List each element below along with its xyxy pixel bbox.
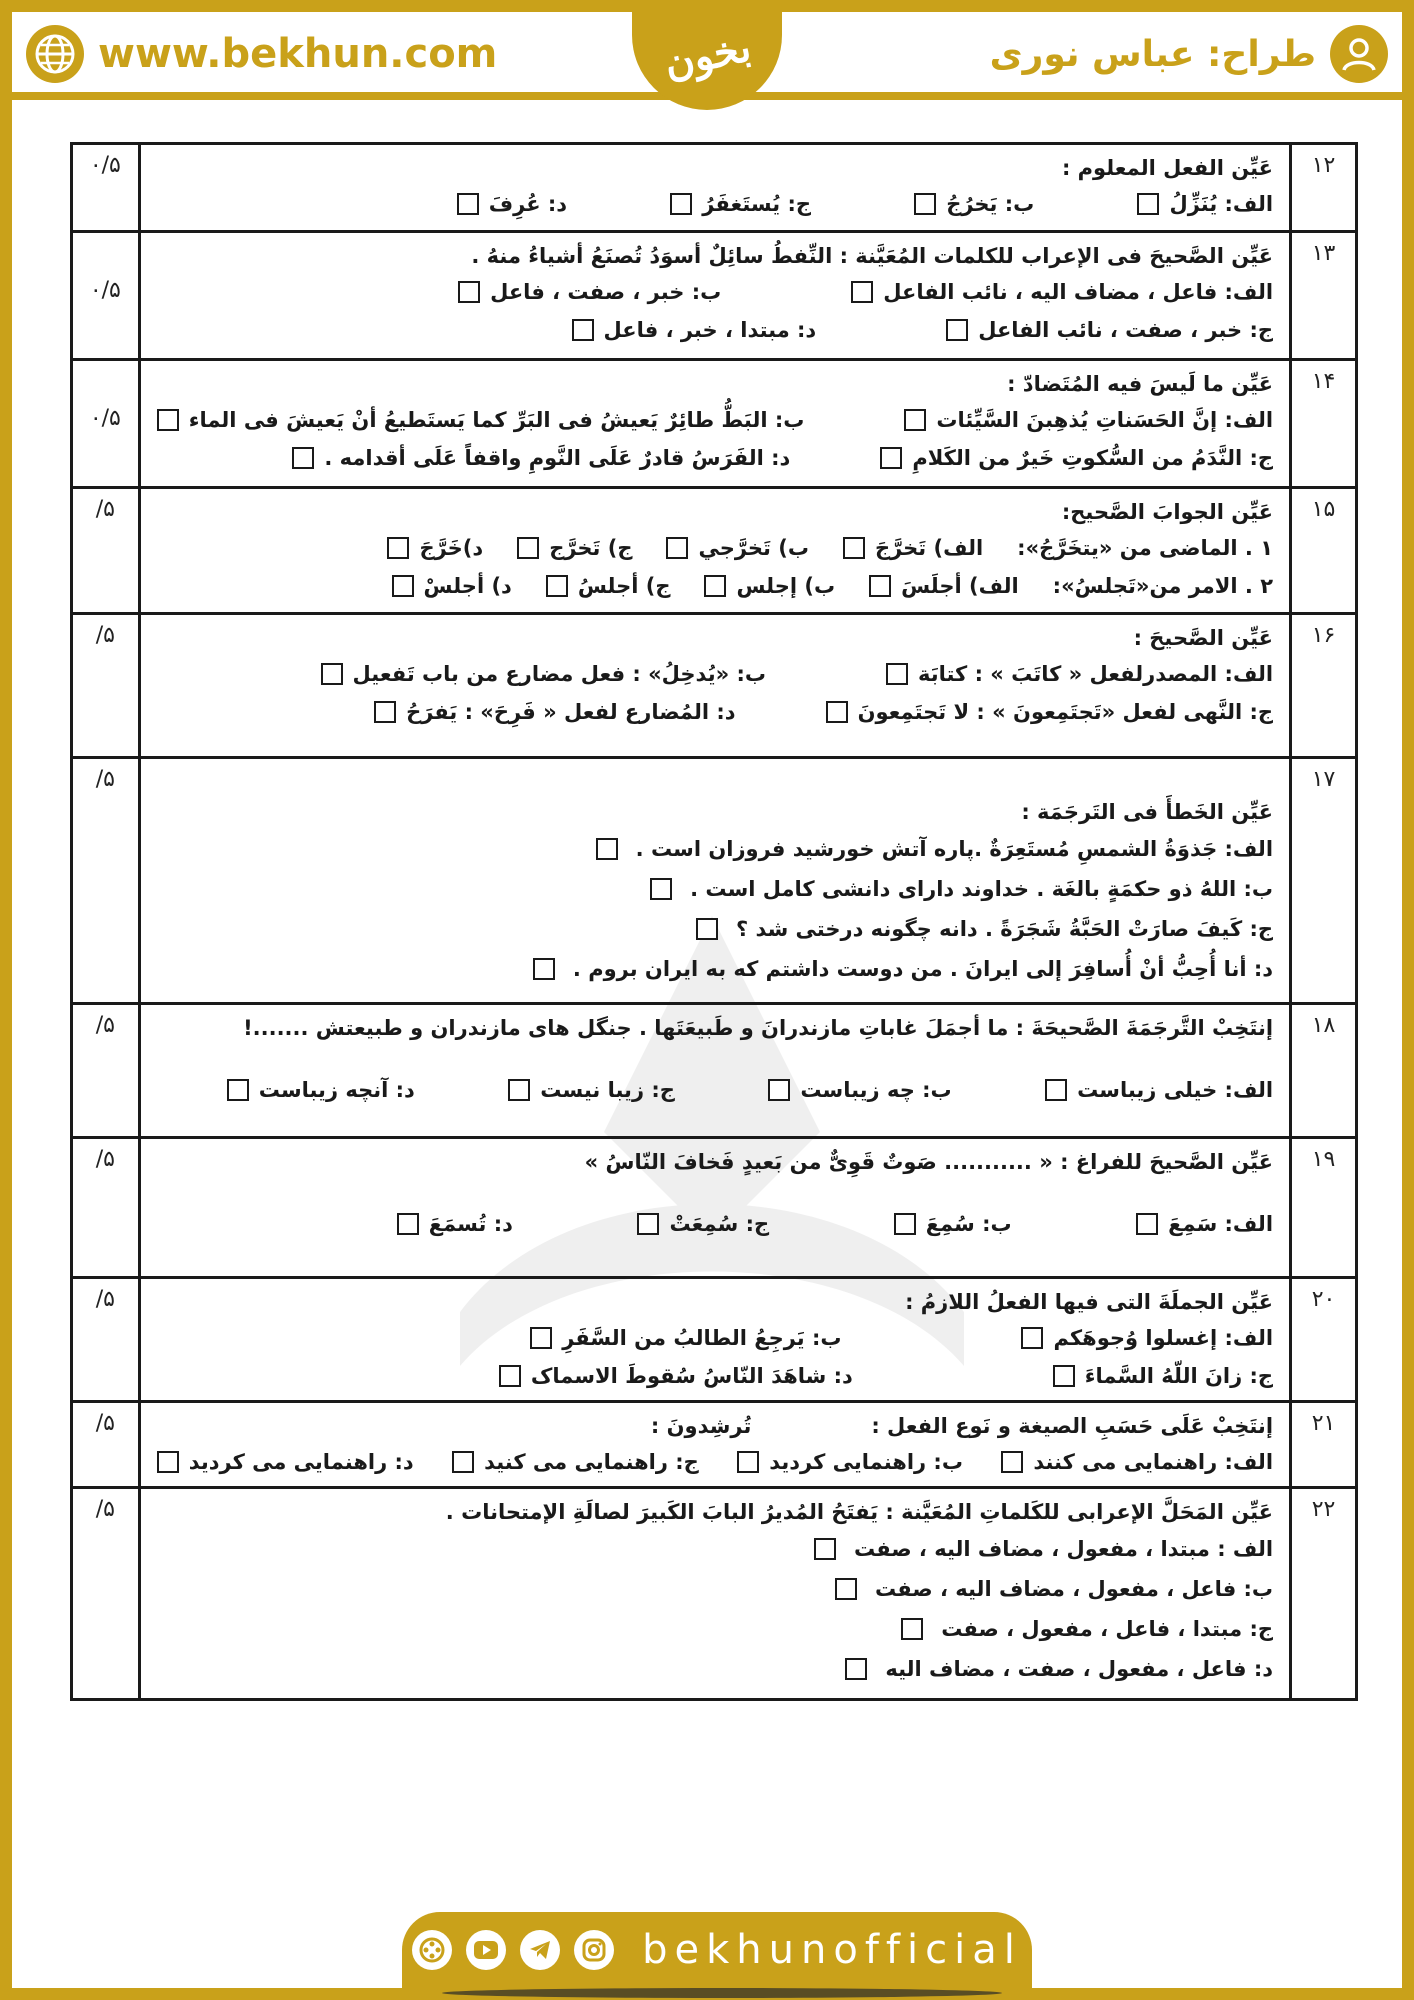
options xyxy=(157,1443,1273,1481)
option: الف: خیلی زیباست xyxy=(1045,1071,1273,1109)
question-row xyxy=(72,758,1357,1004)
question-content xyxy=(139,144,1290,232)
question-number: ۱۳ xyxy=(1291,232,1357,360)
instagram-icon[interactable] xyxy=(574,1930,614,1970)
option: ب) إجلس xyxy=(704,567,835,605)
question-row xyxy=(72,1278,1357,1402)
option: ج: راهنمایی می کنید xyxy=(452,1443,699,1481)
question-score: /۵ xyxy=(72,1402,140,1488)
option: ج: زانَ اللّهُ السَّماءَ xyxy=(1053,1357,1273,1395)
checkbox[interactable] xyxy=(457,193,479,215)
website-link[interactable] xyxy=(26,24,497,84)
option: ب: یَخرُجُ xyxy=(914,185,1034,223)
question-row xyxy=(72,488,1357,614)
question-row xyxy=(72,1488,1357,1700)
option: د: مبتدا ، خبر ، فاعل xyxy=(572,311,817,349)
checkbox[interactable] xyxy=(814,1538,836,1560)
checkbox[interactable] xyxy=(845,1658,867,1680)
globe-icon xyxy=(26,25,84,83)
question-score: /۵ xyxy=(72,488,140,614)
option: الف: إغسلوا وُجوهَکم xyxy=(1021,1319,1273,1357)
option: د: عُرِفَ xyxy=(457,185,567,223)
youtube-icon[interactable] xyxy=(466,1930,506,1970)
questions-table xyxy=(70,142,1358,1701)
option: ب: اللهُ ذو حکمَةٍ بالغَة . خداوند دارای دانشی کامل است . xyxy=(157,869,1273,909)
options xyxy=(157,311,1273,349)
checkbox[interactable] xyxy=(843,537,865,559)
question-score: /۵ xyxy=(72,1488,140,1700)
question-text: عَیِّن ما لَیسَ فیه المُتَضادّ : xyxy=(1007,372,1274,396)
question-text: عَیِّن الصَّحیحَ للفراغ : « ........... صَوتٌ قَوِیٌّ من بَعیدٍ فَخافَ النّاسُ » xyxy=(584,1150,1274,1174)
checkbox[interactable] xyxy=(880,447,902,469)
question-text: عَیِّن الصَّحیحَ فی الإعراب للکلمات المُعَیَّنة : النِّفطُ سائِلٌ أسوَدُ تُصنَعُ أشیاءُ منهُ . xyxy=(471,244,1274,268)
checkbox[interactable] xyxy=(596,838,618,860)
checkbox[interactable] xyxy=(1021,1327,1043,1349)
question-content xyxy=(139,614,1290,758)
checkbox[interactable] xyxy=(458,281,480,303)
option: ب: یَرجِعُ الطالبُ من السَّفَرِ xyxy=(530,1319,841,1357)
checkbox[interactable] xyxy=(894,1213,916,1235)
checkbox[interactable] xyxy=(227,1079,249,1101)
options xyxy=(157,1357,1273,1395)
option: د: شاهَدَ النّاسُ سُقوطَ الاسماک xyxy=(499,1357,853,1395)
checkbox[interactable] xyxy=(869,575,891,597)
option: ب: سُمِعَ xyxy=(894,1205,1012,1243)
question-content xyxy=(139,1138,1290,1278)
question-score: ۰/۵ xyxy=(72,360,140,488)
option: ب: فاعل ، مفعول ، مضاف الیه ، صفت xyxy=(157,1569,1273,1609)
option: ج: خبر ، صفت ، نائب الفاعل xyxy=(946,311,1273,349)
designer-name: طراح: عباس نوری xyxy=(989,33,1316,75)
options xyxy=(157,655,1273,693)
question-text: عَیِّن الجوابَ الصَّحیح: xyxy=(1061,500,1274,524)
question-content xyxy=(139,488,1290,614)
option: ج: یُستَغفَرُ xyxy=(670,185,811,223)
question-number: ۱۵ xyxy=(1291,488,1357,614)
logo xyxy=(632,0,782,110)
option: ب: «یُدخِلُ» : فعل مضارع من باب تَفعیل xyxy=(321,655,766,693)
options xyxy=(157,185,1273,223)
question-number: ۲۲ xyxy=(1291,1488,1357,1700)
designer-credit xyxy=(990,24,1388,84)
question-number: ۲۱ xyxy=(1291,1402,1357,1488)
checkbox[interactable] xyxy=(374,701,396,723)
film-icon[interactable] xyxy=(412,1930,452,1970)
question-score: /۵ xyxy=(72,614,140,758)
option: د)خَرَّجَ xyxy=(387,529,483,567)
option: الف: سَمِعَ xyxy=(1136,1205,1273,1243)
checkbox[interactable] xyxy=(517,537,539,559)
question-row xyxy=(72,360,1357,488)
question-score: ۰/۵ xyxy=(72,232,140,360)
question-text: عَیِّن الصَّحیحَ : xyxy=(1133,626,1274,650)
option: ج: کَیفَ صارَتْ الحَبَّةُ شَجَرَةً . دانه چگونه درختی شد ؟ xyxy=(157,909,1273,949)
option: د: الفَرَسُ قادرٌ عَلَی النَّومِ واقفاً عَلَی أقدامه . xyxy=(292,439,790,477)
exam-page xyxy=(12,12,1402,1988)
checkbox[interactable] xyxy=(666,537,688,559)
checkbox[interactable] xyxy=(826,701,848,723)
question-score: /۵ xyxy=(72,758,140,1004)
option: د: المُضارع لفعل « فَرِحَ» : یَفرَحُ xyxy=(374,693,736,731)
option: الف) أجلَسَ xyxy=(869,567,1019,605)
option: ج) تَخرَّج xyxy=(517,529,632,567)
question-number: ۱۲ xyxy=(1291,144,1357,232)
option: الف: إنَّ الحَسَناتِ یُذهِبنَ السَّیِّئات xyxy=(904,401,1273,439)
question-number: ۱۸ xyxy=(1291,1004,1357,1138)
question-row xyxy=(72,144,1357,232)
checkbox[interactable] xyxy=(914,193,936,215)
checkbox[interactable] xyxy=(1137,193,1159,215)
question-row xyxy=(72,1402,1357,1488)
checkbox[interactable] xyxy=(670,193,692,215)
checkbox[interactable] xyxy=(768,1079,790,1101)
checkbox[interactable] xyxy=(1053,1365,1075,1387)
header xyxy=(12,12,1402,100)
checkbox[interactable] xyxy=(321,663,343,685)
option: د: أنا أُحِبُّ أنْ أُسافِرَ إلی ایرانَ . من دوست داشتم که به ایران بروم . xyxy=(157,949,1273,989)
question-text: عَیِّن الخَطأَ فی التَرجَمَة : xyxy=(1021,800,1274,824)
option: الف : مبتدا ، مفعول ، مضاف الیه ، صفت xyxy=(157,1529,1273,1569)
option: ب: راهنمایی کردید xyxy=(737,1443,963,1481)
option: الف: المصدرلفعل « کاتَبَ » : کتابَة xyxy=(886,655,1273,693)
question-content xyxy=(139,360,1290,488)
option: ج: سُمِعَتْ xyxy=(637,1205,769,1243)
question-row xyxy=(72,232,1357,360)
checkbox[interactable] xyxy=(392,575,414,597)
checkbox[interactable] xyxy=(499,1365,521,1387)
question-row xyxy=(72,1004,1357,1138)
question-score: /۵ xyxy=(72,1278,140,1402)
option: ج: النَّدَمُ من السُّکوتِ خَیرٌ من الکَلامِ xyxy=(880,439,1273,477)
footer-shadow xyxy=(442,1988,1002,1998)
option: د: فاعل ، مفعول ، صفت ، مضاف الیه xyxy=(157,1649,1273,1689)
question-row xyxy=(72,1138,1357,1278)
checkbox[interactable] xyxy=(292,447,314,469)
options xyxy=(157,439,1273,477)
option: د: راهنمایی می کردید xyxy=(157,1443,414,1481)
checkbox[interactable] xyxy=(157,409,179,431)
question-score: ۰/۵ xyxy=(72,144,140,232)
checkbox[interactable] xyxy=(637,1213,659,1235)
question-content xyxy=(139,758,1290,1004)
checkbox[interactable] xyxy=(1136,1213,1158,1235)
checkbox[interactable] xyxy=(901,1618,923,1640)
question-text: عَیِّن المَحَلَّ الإعرابی للکَلماتِ المُعَیَّنة : یَفتَحُ المُدیرُ البابَ الکَبیرَ لصالَةِ الإمتحانات . xyxy=(445,1500,1274,1524)
option: ب: البَطُّ طائِرٌ یَعیشُ فی البَرِّ کما یَستَطیعُ أنْ یَعیشَ فی الماء xyxy=(157,401,805,439)
option: ج: مبتدا ، فاعل ، مفعول ، صفت xyxy=(157,1609,1273,1649)
question-text: إنتَخِبْ التَّرجَمَةَ الصَّحیحَةَ : ما أجمَلَ غاباتِ مازندرانَ و طَبیعَتَها . جنگل های مازندران و طبیعتش .......! xyxy=(243,1016,1274,1040)
option: الف: یُنَزِّلُ xyxy=(1137,185,1273,223)
option: ج: النَّهی لفعل «تَجتَمِعونَ » : لا تَجتَمِعونَ xyxy=(826,693,1273,731)
checkbox[interactable] xyxy=(546,575,568,597)
logo-text: بخون xyxy=(659,22,755,88)
question-content xyxy=(139,1004,1290,1138)
question-text: عَیِّن الجملَةَ التی فیها الفعلُ اللازمُ : xyxy=(905,1290,1274,1314)
question-number: ۱۹ xyxy=(1291,1138,1357,1278)
option: د) أجلسْ xyxy=(392,567,512,605)
question-content xyxy=(139,232,1290,360)
option: ب: خبر ، صفت ، فاعل xyxy=(458,273,721,311)
checkbox[interactable] xyxy=(1001,1451,1023,1473)
checkbox[interactable] xyxy=(704,575,726,597)
option: ج) أجلسُ xyxy=(546,567,671,605)
social-handle[interactable]: bekhunofficial xyxy=(642,1927,1022,1973)
options: ۲ . الامر من«تَجلسُ»: الف) أجلَسَ ب) إجلس ج) أجلسُ د) أجلسْ xyxy=(157,567,1273,605)
user-icon xyxy=(1330,25,1388,83)
option: الف: راهنمایی می کنند xyxy=(1001,1443,1273,1481)
question-number: ۲۰ xyxy=(1291,1278,1357,1402)
options xyxy=(157,401,1273,439)
question-text: عَیِّن الفعل المعلوم : xyxy=(1061,156,1274,180)
checkbox[interactable] xyxy=(508,1079,530,1101)
checkbox[interactable] xyxy=(851,281,873,303)
option: د: تُسمَعَ xyxy=(397,1205,513,1243)
question-content xyxy=(139,1402,1290,1488)
option: الف: فاعل ، مضاف الیه ، نائب الفاعل xyxy=(851,273,1273,311)
checkbox[interactable] xyxy=(157,1451,179,1473)
question-score: /۵ xyxy=(72,1138,140,1278)
checkbox[interactable] xyxy=(533,958,555,980)
checkbox[interactable] xyxy=(572,319,594,341)
checkbox[interactable] xyxy=(904,409,926,431)
checkbox[interactable] xyxy=(397,1213,419,1235)
checkbox[interactable] xyxy=(452,1451,474,1473)
question-number: ۱۶ xyxy=(1291,614,1357,758)
option: ب) تَخرَّجي xyxy=(666,529,808,567)
options xyxy=(157,693,1273,731)
footer-social-bar xyxy=(402,1912,1032,1988)
checkbox[interactable] xyxy=(696,918,718,940)
options xyxy=(157,1205,1273,1243)
question-text: إنتَخِبْ عَلَی حَسَبِ الصیغة و نَوع الفعل : تُرشِدونَ : xyxy=(650,1414,1274,1438)
options xyxy=(157,1319,1273,1357)
checkbox[interactable] xyxy=(530,1327,552,1349)
options xyxy=(157,1071,1273,1109)
question-number: ۱۷ xyxy=(1291,758,1357,1004)
checkbox[interactable] xyxy=(946,319,968,341)
question-score: /۵ xyxy=(72,1004,140,1138)
checkbox[interactable] xyxy=(1045,1079,1067,1101)
option: ب: چه زیباست xyxy=(768,1071,951,1109)
question-content xyxy=(139,1278,1290,1402)
question-content xyxy=(139,1488,1290,1700)
options: ۱ . الماضی من «یتخَرَّجُ»: الف) تَخرَّجَ ب) تَخرَّجي ج) تَخرَّج د)خَرَّجَ xyxy=(157,529,1273,567)
option: الف: جَذوَةُ الشمسِ مُستَعِرَةٌ .پاره آتش خورشید فروزان است . xyxy=(157,829,1273,869)
options xyxy=(157,273,1273,311)
question-number: ۱۴ xyxy=(1291,360,1357,488)
question-row xyxy=(72,614,1357,758)
telegram-icon[interactable] xyxy=(520,1930,560,1970)
option: د: آنچه زیباست xyxy=(227,1071,415,1109)
checkbox[interactable] xyxy=(387,537,409,559)
option: ج: زیبا نیست xyxy=(508,1071,675,1109)
checkbox[interactable] xyxy=(650,878,672,900)
checkbox[interactable] xyxy=(835,1578,857,1600)
checkbox[interactable] xyxy=(886,663,908,685)
website-text: www.bekhun.com xyxy=(98,31,498,77)
option: الف) تَخرَّجَ xyxy=(843,529,983,567)
checkbox[interactable] xyxy=(737,1451,759,1473)
